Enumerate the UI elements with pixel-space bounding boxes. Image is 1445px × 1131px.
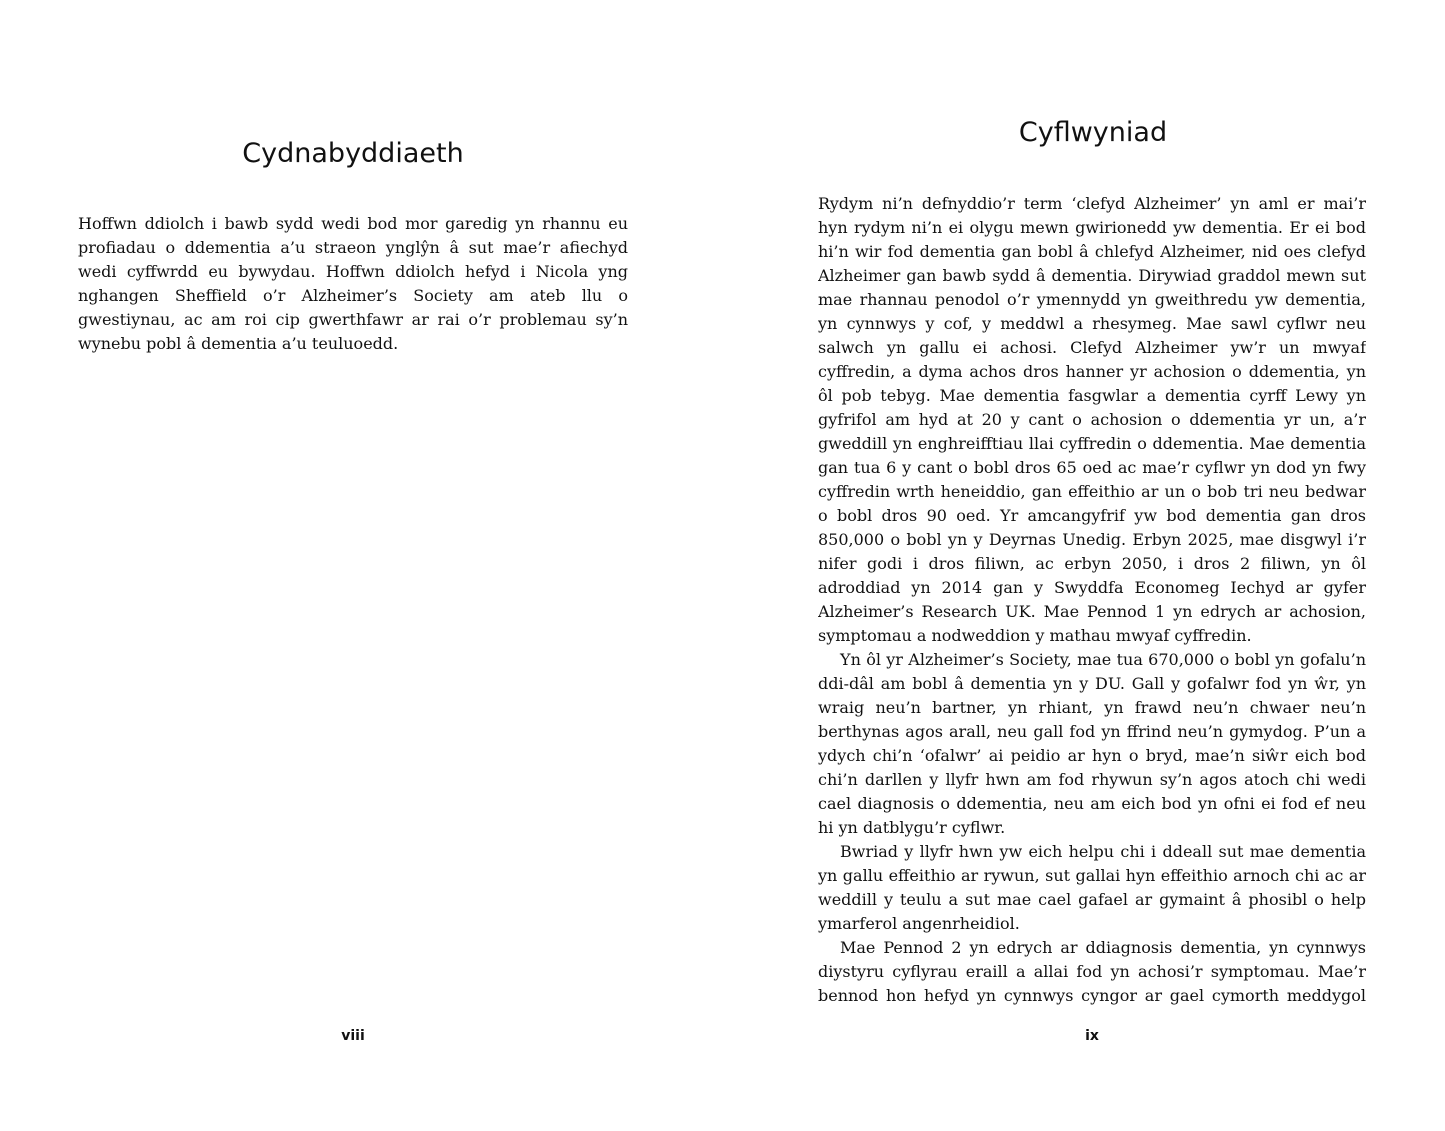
right-page-title: Cyflwyniad xyxy=(1018,117,1168,148)
right-paragraph-2: Yn ôl yr Alzheimer’s Society, mae tua 670,000 o bobl yn gofalu’n ddi-dâl am bobl â dementia yn y DU. Gall y gofalwr fod yn ŵr, yn wraig neu’n bartner, yn rhiant, yn frawd neu’n chwaer neu’n berthynas agos arall, neu gall fod yn ffrind neu’n gymydog. P’un a ydych chi’n ‘ofalwr’ ai peidio ar hyn o bryd, mae’n siŵr eich bod chi’n darllen y llyfr hwn am fod rhywun sy’n agos atoch chi wedi cael diagnosis o ddementia, neu am eich bod yn ofni ei fod ef neu hi yn datblygu’r cyflwr. xyxy=(818,650,1366,837)
right-page-body xyxy=(818,192,1366,1008)
right-paragraph-1: Rydym ni’n defnyddio’r term ‘clefyd Alzheimer’ yn aml er mai’r hyn rydym ni’n ei olygu mewn gwirionedd yw dementia. Er ei bod hi’n wir fod dementia gan bobl â chlefyd Alzheimer, nid oes clefyd Alzheimer gan bawb sydd â dementia. Dirywiad graddol mewn sut mae rhannau penodol o’r ymennydd yn gweithredu yw dementia, yn cynnwys y cof, y meddwl a rhesymeg. Mae sawl cyflwr neu salwch yn gallu ei achosi. Clefyd Alzheimer yw’r un mwyaf cyffredin, a dyma achos dros hanner yr achosion o ddementia, yn ôl pob tebyg. Mae dementia fasgwlar a dementia cyrff Lewy yn gyfrifol am hyd at 20 y cant o achosion o ddementia yr un, a’r gweddill yn enghreifftiau llai cyffredin o ddementia. Mae dementia gan tua 6 y cant o bobl dros 65 oed ac mae’r cyflwr yn dod yn fwy cyffredin wrth heneiddio, gan effeithio ar un o bob tri neu bedwar o bobl dros 90 oed. Yr amcangyfrif yw bod dementia gan dros 850,000 o bobl yn y Deyrnas Unedig. Erbyn 2025, mae disgwyl i’r nifer godi i dros filiwn, ac erbyn 2050, i dros 2 filiwn, yn ôl adroddiad yn 2014 gan y Swyddfa Economeg Iechyd ar gyfer Alzheimer’s Research UK. Mae Pennod 1 yn edrych ar achosion, symptomau a nodweddion y mathau mwyaf cyffredin. xyxy=(818,194,1366,645)
left-page-number: viii xyxy=(341,1028,365,1044)
left-page xyxy=(0,0,722,1131)
right-page-number: ix xyxy=(1085,1028,1099,1044)
left-page-body xyxy=(78,212,628,356)
right-page xyxy=(722,0,1445,1131)
right-paragraph-3: Bwriad y llyfr hwn yw eich helpu chi i ddeall sut mae dementia yn gallu effeithio ar rywun, sut gallai hyn effeithio arnoch chi ac ar weddill y teulu a sut mae cael gafael ar gymaint â phosibl o help ymarferol angenrheidiol. xyxy=(818,842,1366,933)
left-paragraph-1: Hoffwn ddiolch i bawb sydd wedi bod mor garedig yn rhannu eu profiadau o ddementia a’u straeon ynglŷn â sut mae’r afiechyd wedi cyffwrdd eu bywydau. Hoffwn ddiolch hefyd i Nicola yng nghangen Sheffield o’r Alzheimer’s Society am ateb llu o gwestiynau, ac am roi cip gwerthfawr ar rai o’r problemau sy’n wynebu pobl â dementia a’u teuluoedd. xyxy=(78,214,628,353)
left-page-title: Cydnabyddiaeth xyxy=(242,138,464,169)
right-paragraph-4: Mae Pennod 2 yn edrych ar ddiagnosis dementia, yn cynnwys diystyru cyflyrau eraill a allai fod yn achosi’r symptomau. Mae’r bennod hon hefyd yn cynnwys cyngor ar gael cymorth meddygol xyxy=(818,938,1366,1005)
